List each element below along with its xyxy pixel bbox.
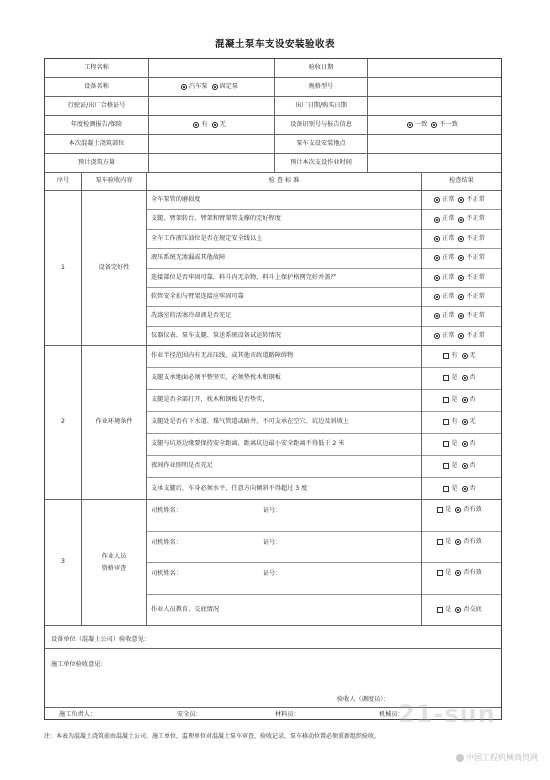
item-result: [422, 346, 501, 368]
pour-volume-label: 预计浇筑方量: [77, 158, 116, 166]
section-2-name: 作业环境条件: [95, 418, 133, 426]
item-result: [422, 210, 501, 229]
item-standard: 连接部位是否牢固可靠，料斗内无杂物，料斗上保护格网完好并盖严: [147, 269, 421, 288]
item-result: [422, 191, 501, 210]
item-result: [422, 307, 501, 326]
option-b-label: 不正常: [466, 254, 485, 262]
radio-option-b[interactable]: [455, 570, 461, 576]
radio-option-a[interactable]: [434, 236, 440, 242]
checkbox-option-a[interactable]: [437, 539, 443, 545]
accept-date-field[interactable]: [368, 59, 501, 77]
radio-option-b[interactable]: [462, 397, 468, 403]
item-standard: 支腿是否全部打开，枕木和钢板是否垫实，: [147, 390, 421, 412]
radio-option-b[interactable]: [455, 539, 461, 545]
certificate-no-label: 证号：: [263, 570, 282, 577]
option-b-label: 不正常: [466, 273, 485, 281]
option-a-label: 正常: [442, 196, 455, 204]
radio-option-a[interactable]: [434, 255, 440, 261]
row-pour-part: [45, 135, 501, 154]
radio-consistent[interactable]: [407, 122, 413, 128]
option-b-label: 无: [469, 352, 476, 360]
checkbox-option-a[interactable]: [437, 570, 443, 576]
option-b-label: 不正常: [466, 215, 485, 223]
safety-officer-label: 安全员：: [177, 711, 202, 718]
option-b-label: 否: [469, 374, 476, 382]
option-b-label: 不正常: [466, 292, 485, 300]
radio-option-b[interactable]: [458, 197, 464, 203]
item-result: [422, 368, 501, 390]
item-result: [422, 532, 501, 564]
section-3-name-line2: 资格审查: [101, 564, 127, 572]
material-officer-label: 材料员：: [275, 711, 300, 718]
item-standard: [147, 563, 421, 595]
item-standard: 作业半径范围内有无高压线、或其他市政道路障碍物: [147, 346, 421, 368]
option-a-label: 正常: [442, 273, 455, 281]
option-b-label: 否有效: [463, 569, 482, 576]
option-b-label: 否: [469, 462, 476, 470]
option-a-label: 是: [451, 440, 458, 448]
radio-report-yes[interactable]: [193, 122, 199, 128]
option-a-label: 是: [451, 396, 458, 404]
item-standard: 支腿支承地面必须平整坚实，必须垫枕木和钢板: [147, 368, 421, 390]
radio-option-a[interactable]: [434, 217, 440, 223]
radio-option-a[interactable]: [434, 294, 440, 300]
checkbox-option-a[interactable]: [443, 441, 449, 447]
item-standard: 夜间作业照明是否充足: [147, 456, 421, 478]
option-a-label: 正常: [442, 215, 455, 223]
item-standard: 支承支腿后，车身必须水平，任意方向倾斜不得超过 3 度: [151, 484, 308, 492]
item-standard: 全车泵管的磨损度: [147, 191, 421, 210]
inspection-form: [44, 58, 502, 720]
row-annual-report: [45, 116, 501, 135]
construction-unit-label: 施工单位验收意见：: [51, 661, 107, 668]
report-yes-label: 有: [201, 120, 208, 128]
form-title: 混凝土泵车支设安装验收表: [214, 39, 335, 50]
option-a-label: 是: [445, 606, 452, 614]
option-b-label: 不正常: [466, 332, 485, 340]
row-license: [45, 97, 501, 116]
radio-option-a[interactable]: [434, 275, 440, 281]
item-standard: [147, 500, 421, 532]
radio-option-a[interactable]: [434, 333, 440, 339]
item-result: [422, 434, 501, 456]
radio-option-a[interactable]: [434, 313, 440, 319]
checkbox-option-a[interactable]: [443, 419, 449, 425]
option-a-label: 有: [451, 352, 458, 360]
section-3-no: 3: [61, 558, 65, 566]
option-a-label: 是: [445, 537, 452, 545]
accept-date-label: 验收日期: [308, 63, 334, 71]
device-type-options: [149, 78, 274, 96]
option-a-label: 正常: [442, 332, 455, 340]
item-standard: 全车工作液压油位是否在规定安全线以上: [147, 230, 421, 249]
radio-option-b[interactable]: [458, 255, 464, 261]
item-result: [422, 390, 501, 412]
certificate-no-label: 证号：: [263, 507, 282, 514]
col-standard: 检 查 标 准: [268, 177, 300, 185]
checkbox-option-a[interactable]: [443, 463, 449, 469]
item-result: [422, 412, 501, 434]
radio-option-b[interactable]: [455, 607, 461, 613]
option-a-label: 是: [451, 374, 458, 382]
badge-dot-icon: [456, 754, 464, 762]
item-result: [422, 456, 501, 478]
option-b-label: 否: [469, 396, 476, 404]
checkbox-option-a[interactable]: [437, 607, 443, 613]
option-b-label: 不正常: [466, 234, 485, 242]
col-no: 序号: [56, 177, 70, 185]
device-name-label: 设备名称: [84, 82, 109, 90]
spec-model-field[interactable]: [368, 78, 501, 96]
truck-pump-label: 汽车泵: [188, 82, 208, 90]
mechanic-label: 机械员：: [379, 711, 404, 718]
option-b-label: 否有效: [463, 506, 482, 513]
radio-option-b[interactable]: [458, 313, 464, 319]
radio-option-b[interactable]: [458, 236, 464, 242]
section-1-name: 设备完好性: [98, 263, 130, 271]
item-result: [422, 288, 501, 307]
item-standard: [147, 532, 421, 564]
item-standard: 作业人员教育、交底情况: [151, 606, 220, 614]
radio-option-b[interactable]: [455, 507, 461, 513]
checkbox-option-a[interactable]: [443, 397, 449, 403]
factory-date-field[interactable]: [368, 97, 501, 115]
radio-option-b[interactable]: [462, 463, 468, 469]
item-result: [422, 327, 501, 346]
col-content: 泵车验收内容: [95, 177, 133, 185]
option-b-label: 否有效: [463, 537, 482, 545]
radio-option-b[interactable]: [458, 294, 464, 300]
checkbox-option-a[interactable]: [443, 375, 449, 381]
option-a-label: 正常: [442, 292, 455, 300]
option-a-label: 是: [445, 569, 452, 576]
project-name-field[interactable]: [149, 59, 274, 77]
id-report-label: 设备识别号与报告信息: [290, 120, 352, 128]
inconsistent-label: 不一致: [439, 120, 458, 128]
checkbox-option-a[interactable]: [443, 486, 449, 492]
driver-name-label: 司机姓名：: [151, 570, 182, 577]
certificate-no-label: 证号：: [263, 538, 282, 546]
spec-model-label: 规格型号: [308, 82, 334, 90]
annual-report-options: [149, 116, 274, 134]
license-field[interactable]: [149, 97, 274, 115]
option-a-label: 有: [451, 418, 458, 426]
option-b-label: 否: [469, 440, 476, 448]
option-b-label: 不正常: [466, 312, 485, 320]
item-standard: 仪器仪表、泵车支腿、泵送系统设备试运转情况: [151, 332, 281, 340]
fixed-pump-label: 固定泵: [219, 82, 239, 90]
receiver-label: 验收人（调度员）：: [337, 696, 390, 703]
construction-leader-label: 施工负责人：: [59, 711, 97, 718]
option-a-label: 是: [445, 506, 452, 513]
row-pour-volume: [45, 154, 501, 173]
item-result: [422, 500, 501, 532]
watermark-badge-text: 中国工程机械商贸网: [466, 753, 538, 762]
radio-option-a[interactable]: [434, 197, 440, 203]
item-standard: 冼涤室的活塞冷却液是否充足: [147, 307, 421, 326]
column-header: [45, 173, 501, 191]
radio-option-b[interactable]: [458, 275, 464, 281]
item-result: [422, 478, 501, 500]
pour-volume-field[interactable]: [149, 154, 274, 172]
section-3-name: [82, 500, 146, 625]
item-standard: 支腿、臂架转台、臂架和臂架管支撑的完好程度: [147, 210, 421, 229]
option-a-label: 是: [451, 484, 458, 492]
watermark-badge: [456, 752, 538, 763]
pour-time-label: 预计本次支设作业时间: [290, 158, 352, 166]
radio-option-b[interactable]: [462, 419, 468, 425]
checkbox-option-a[interactable]: [443, 353, 449, 359]
radio-report-no[interactable]: [212, 122, 218, 128]
pour-part-label: 本次混凝土浇筑部位: [68, 139, 125, 147]
footnote: 注：本表为混凝土浇筑前由混凝土公司、施工单位、监理单位对混凝土泵车审查、验收记录，泵车移动位置必须重新组织验收。: [44, 733, 381, 740]
radio-option-b[interactable]: [458, 217, 464, 223]
watermark-logo: 21-sun: [398, 700, 496, 728]
consistent-label: 一致: [415, 120, 428, 128]
id-report-options: [368, 116, 501, 134]
item-result: [422, 269, 501, 288]
option-a-label: 正常: [442, 254, 455, 262]
radio-option-b[interactable]: [462, 486, 468, 492]
project-name-label: 工程名称: [84, 63, 109, 71]
item-result: [422, 230, 501, 249]
item-standard: 支腿与坑基边缘要保持安全距离，距离坑边最小安全距离不得低于 2 米: [147, 434, 421, 456]
checkbox-option-a[interactable]: [437, 507, 443, 513]
radio-inconsistent[interactable]: [431, 122, 437, 128]
driver-name-label: 司机姓名：: [151, 507, 182, 514]
radio-fixed-pump[interactable]: [212, 84, 218, 90]
section-2-no: 2: [61, 418, 65, 426]
factory-date-label: 出厂日期/购买日期: [295, 101, 347, 109]
item-standard: 软管安全扣与臂架连接应牢固可靠: [147, 288, 421, 307]
pour-time-field[interactable]: [368, 154, 501, 172]
option-a-label: 正常: [442, 312, 455, 320]
annual-report-label: 年度检测报告/保险: [70, 120, 123, 128]
option-a-label: 正常: [442, 234, 455, 242]
item-standard: 液压系统无渗漏或其他故障: [147, 249, 421, 268]
option-b-label: 否交底: [463, 606, 482, 614]
radio-option-b[interactable]: [458, 333, 464, 339]
section-3-name-line1: 作业人员: [101, 553, 127, 561]
report-no-label: 无: [219, 120, 226, 128]
row-project: [45, 59, 501, 78]
item-standard: 支腿处是否有下水道、煤气管道或暗井，不可支承在空穴、坑边及斜坡上: [147, 412, 421, 434]
install-place-field[interactable]: [368, 135, 501, 153]
option-b-label: 否: [469, 484, 476, 492]
item-result: [422, 249, 501, 268]
pour-part-field[interactable]: [149, 135, 274, 153]
radio-truck-pump[interactable]: [181, 84, 187, 90]
driver-name-label: 司机姓名：: [151, 538, 182, 546]
option-b-label: 无: [469, 418, 476, 426]
equipment-unit-label: 设备单位（混凝土公司）验收意见：: [51, 636, 150, 643]
item-result: [422, 563, 501, 595]
item-result: [422, 595, 501, 627]
radio-option-b[interactable]: [462, 375, 468, 381]
section-1-no: 1: [61, 263, 65, 271]
col-result: 检查结果: [449, 177, 474, 185]
install-place-label: 泵车支设安装地点: [296, 139, 346, 147]
radio-option-b[interactable]: [462, 441, 468, 447]
row-device: [45, 78, 501, 97]
option-b-label: 不正常: [466, 196, 485, 204]
license-label: 行驶证/出厂合格证号: [67, 101, 126, 109]
option-a-label: 是: [451, 462, 458, 470]
radio-option-b[interactable]: [462, 353, 468, 359]
